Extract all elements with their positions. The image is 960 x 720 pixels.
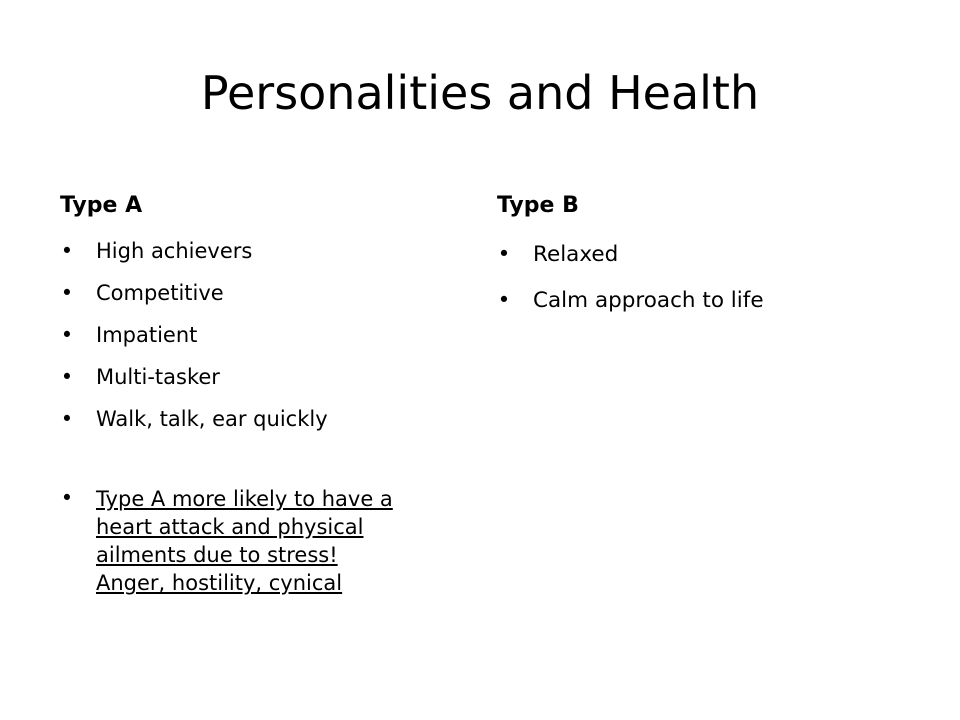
list-item-text: Competitive xyxy=(96,281,224,305)
type-b-trait-list xyxy=(497,232,897,324)
bullet-icon xyxy=(60,398,74,440)
list-item-text: High achievers xyxy=(96,239,253,263)
bullet-icon xyxy=(60,314,74,356)
bullet-icon xyxy=(60,230,74,272)
list-item-text: Calm approach to life xyxy=(533,288,764,313)
list-item xyxy=(60,314,470,356)
list-item-text: Relaxed xyxy=(533,242,619,267)
list-item xyxy=(60,230,470,272)
type-a-heading: Type A xyxy=(60,193,143,218)
list-item-text: Walk, talk, ear quickly xyxy=(96,407,328,431)
bullet-icon xyxy=(60,477,74,519)
type-a-note-text xyxy=(96,487,393,595)
list-item-text: Impatient xyxy=(96,323,198,347)
bullet-icon xyxy=(60,356,74,398)
note-line-2: heart attack and physical xyxy=(96,515,364,539)
list-item xyxy=(497,278,897,324)
note-line-1: Type A more likely to have a xyxy=(96,487,393,511)
type-a-note-list xyxy=(60,484,470,597)
bullet-icon xyxy=(60,272,74,314)
list-item xyxy=(497,232,897,278)
bullet-icon xyxy=(497,278,511,324)
type-a-trait-list xyxy=(60,230,470,440)
type-a-column xyxy=(60,186,470,597)
bullet-icon xyxy=(497,232,511,278)
list-item xyxy=(60,272,470,314)
type-b-column xyxy=(497,186,897,324)
type-b-heading: Type B xyxy=(497,193,579,218)
note-line-4: Anger, hostility, cynical xyxy=(96,571,343,595)
slide-title: Personalities and Health xyxy=(200,66,760,120)
list-item xyxy=(60,356,470,398)
spacer xyxy=(60,440,470,480)
list-item xyxy=(60,398,470,440)
note-line-3: ailments due to stress! xyxy=(96,543,338,567)
type-a-note xyxy=(60,484,470,597)
list-item-text: Multi-tasker xyxy=(96,365,220,389)
